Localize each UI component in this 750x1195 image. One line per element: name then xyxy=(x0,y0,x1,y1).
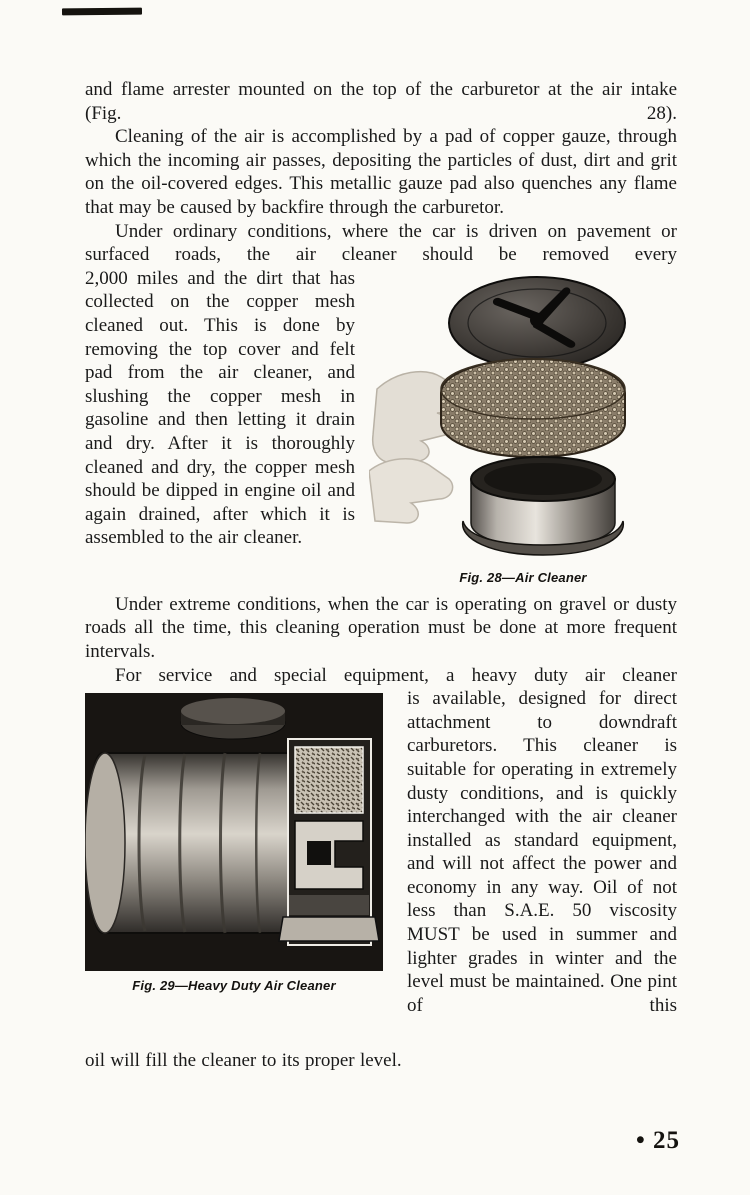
paragraph-ordinary-conditions-wrap: 2,000 miles and the dirt that has collected on the copper mesh cleaned out. This is done by removing the top cover and felt pad from the air cleaner, and slushing the copper mesh in gasoline and then letting it drain and dry. After it is thoroughly cleaned and dry, the copper mesh should be dipped in engine oil and again drained, after which it is assembled to the air cleaner. xyxy=(85,267,355,549)
heavy-duty-air-cleaner-photo xyxy=(85,693,383,971)
figure-28 xyxy=(369,271,677,585)
air-cleaner-photo xyxy=(369,271,677,563)
paragraph-heavy-duty-intro: For service and special equipment, a heavy duty air cleaner xyxy=(115,664,677,686)
scan-artifact xyxy=(62,8,142,16)
paragraph-heavy-duty-end: oil will fill the cleaner to its proper level. xyxy=(85,1050,402,1072)
paragraph-cleaning-of-air: Cleaning of the air is accomplished by a pad of copper gauze, through which the incoming air passes, depositing the particles of dust, dirt and grit on the oil-covered edges. This metallic gauze pad also quenches any flame that may be caused by backfire through the carburetor. xyxy=(85,126,677,218)
paragraph-ordinary-conditions-intro: Under ordinary conditions, where the car is driven on pavement or surfaced roads, the air cleaner should be removed every xyxy=(85,220,677,266)
paragraph-flame-arrester: and flame arrester mounted on the top of the carburetor at the air intake (Fig. 28). xyxy=(85,79,677,124)
hand-lower xyxy=(369,459,453,523)
figure-28-caption: Fig. 28—Air Cleaner xyxy=(459,569,587,585)
page-number: • 25 xyxy=(635,1127,680,1154)
figure-29 xyxy=(85,693,383,993)
paragraph-heavy-duty-wrap: is available, designed for direct attachment to downdraft carburetors. This cleaner is suitable for operating in extremely dusty conditions, and is quickly interchanged with the air cleaner installed as standard equipment, and will not affect the power and economy in any way. Oil of not less than S.A.E. 50 viscosity MUST be used in summer and lighter grades in winter and the level must be maintained. One pint of this xyxy=(407,688,677,1016)
figure-29-caption: Fig. 29—Heavy Duty Air Cleaner xyxy=(132,978,336,994)
paragraph-extreme-conditions: Under extreme conditions, when the car is operating on gravel or dusty roads all the time, this cleaning operation must be done at more frequent intervals. xyxy=(85,593,677,662)
